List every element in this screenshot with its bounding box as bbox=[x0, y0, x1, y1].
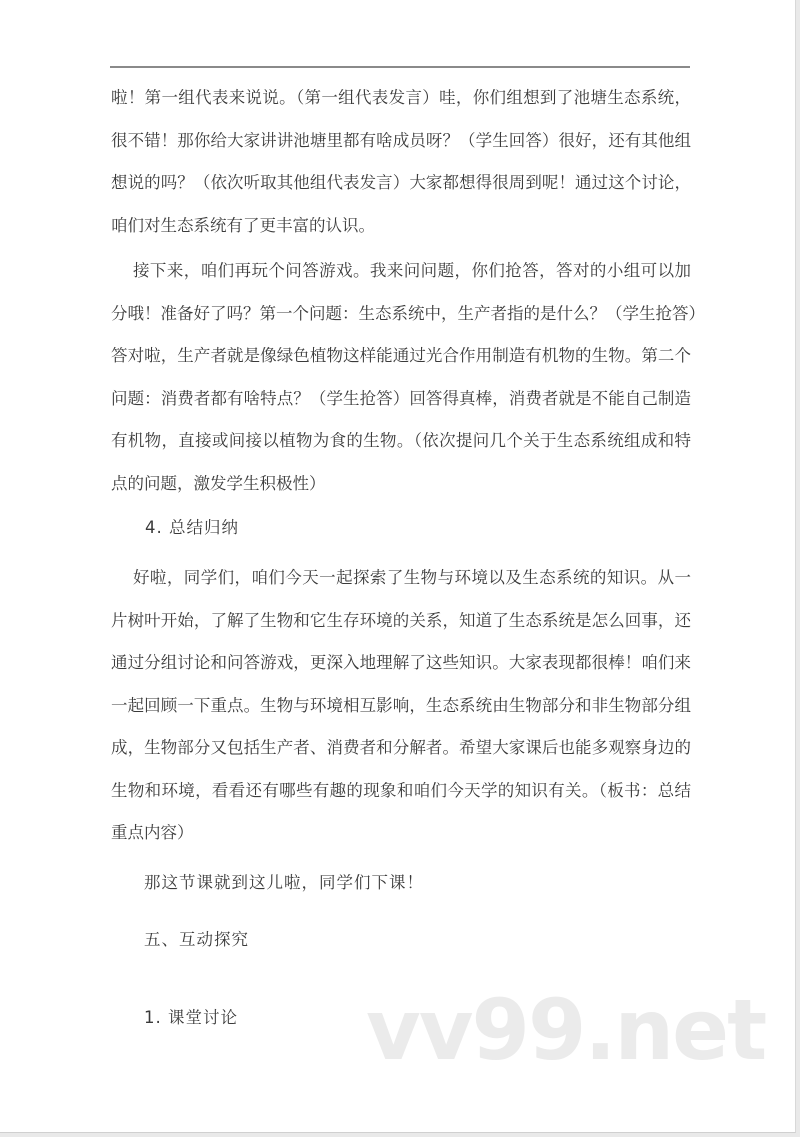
section-heading-five: 五、互动探究 bbox=[144, 930, 249, 949]
text-line: 好啦，同学们，咱们今天一起探索了生物与环境以及生态系统的知识。从一 bbox=[133, 568, 691, 587]
text-line: 问题：消费者都有啥特点？（学生抢答）回答得真棒，消费者就是不能自己制造 bbox=[111, 388, 691, 408]
text-line: 有机物，直接或间接以植物为食的生物。（依次提问几个关于生态系统组成和特 bbox=[111, 431, 691, 450]
text-line: 生物和环境，看看还有哪些有趣的现象和咱们今天学的知识有关。（板书：总结 bbox=[111, 780, 691, 800]
text-line: 重点内容） bbox=[111, 823, 194, 842]
text-line: 成，生物部分又包括生产者、消费者和分解者。希望大家课后也能多观察身边的 bbox=[111, 738, 691, 757]
closing-text: 那这节课就到这儿啦，同学们下课！ bbox=[144, 873, 424, 892]
text-line: 分哦！准备好了吗？第一个问题：生态系统中，生产者指的是什么？（学生抢答） bbox=[111, 303, 705, 323]
heading-summary: 4. 总结归纳 bbox=[145, 518, 239, 537]
text-line: 答对啦，生产者就是像绿色植物这样能通过光合作用制造有机物的生物。第二个 bbox=[111, 346, 691, 365]
header-rule bbox=[110, 66, 690, 68]
text-line: 片树叶开始，了解了生物和它生存环境的关系，知道了生态系统是怎么回事，还 bbox=[111, 610, 691, 630]
text-line: 通过分组讨论和问答游戏，更深入地理解了这些知识。大家表现都很棒！咱们来 bbox=[111, 653, 691, 672]
paragraph-quiz-game bbox=[111, 250, 705, 505]
paragraph-summary bbox=[111, 557, 691, 855]
text-line: 很不错！那你给大家讲讲池塘里都有啥成员呀？（学生回答）很好，还有其他组 bbox=[111, 130, 691, 150]
text-line: 一起回顾一下重点。生物与环境相互影响，生态系统由生物部分和非生物部分组 bbox=[111, 695, 691, 715]
text-line: 咱们对生态系统有了更丰富的认识。 bbox=[111, 215, 375, 235]
paragraph-group-discussion bbox=[111, 77, 691, 247]
text-line: 啦！第一组代表来说说。（第一组代表发言）哇，你们组想到了池塘生态系统， bbox=[111, 88, 691, 107]
watermark: vv99.net bbox=[366, 981, 766, 1079]
text-line: 接下来，咱们再玩个问答游戏。我来问问题，你们抢答，答对的小组可以加 bbox=[133, 261, 691, 280]
subsection-heading-one: 1. 课堂讨论 bbox=[144, 1008, 238, 1027]
text-line: 点的问题，激发学生积极性） bbox=[111, 473, 326, 493]
text-line: 想说的吗？（依次听取其他组代表发言）大家都想得很周到呢！通过这个讨论， bbox=[111, 173, 691, 192]
